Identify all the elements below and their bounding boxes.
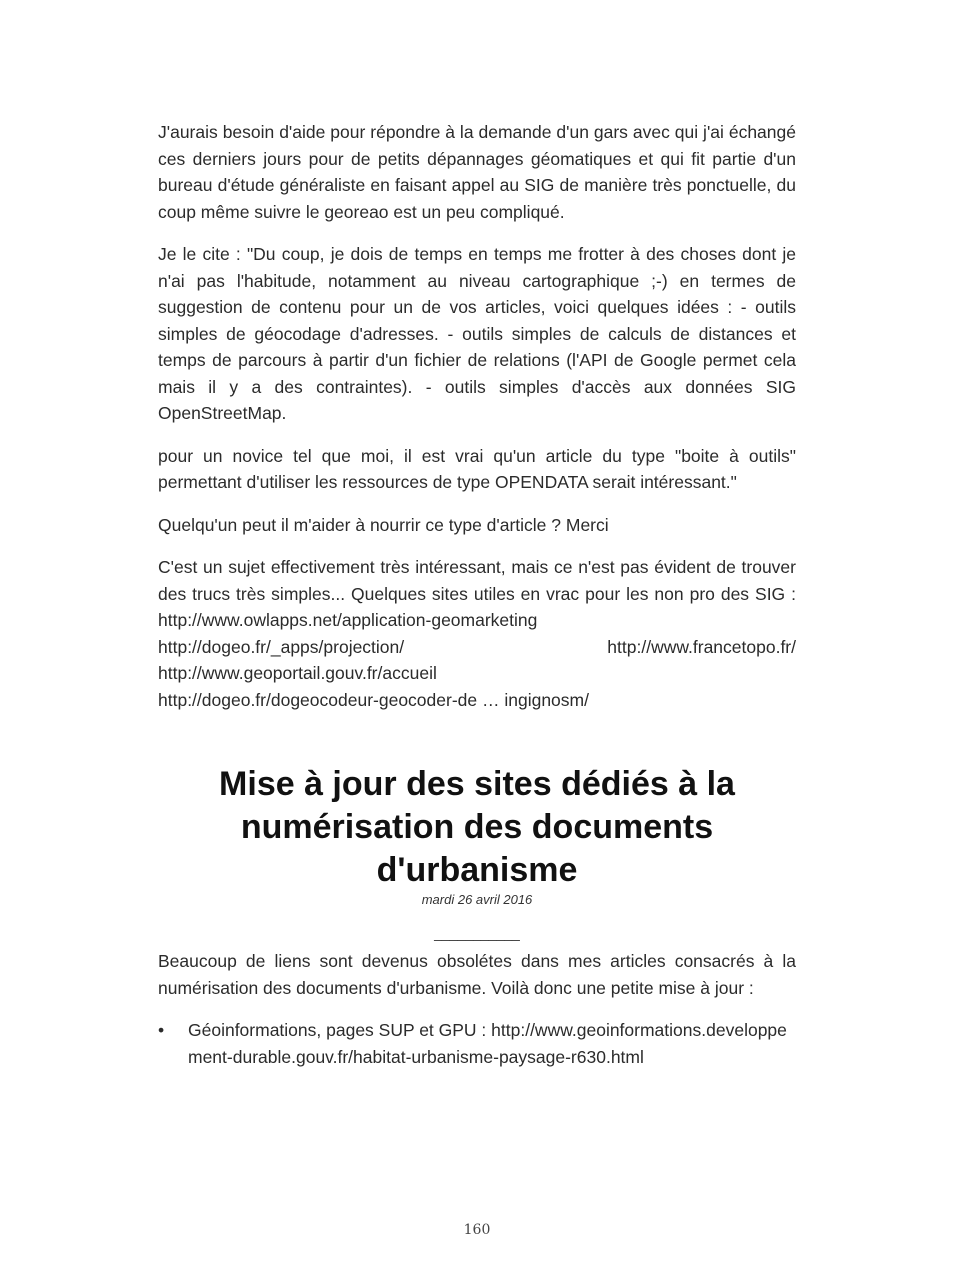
link-geocodeur[interactable]: http://dogeo.fr/dogeocodeur-geocoder-de … ingignosm/	[158, 689, 589, 710]
reply-intro: C'est un sujet effectivement très intéressant, mais ce n'est pas évident de trouver des trucs très simples... Quelques sites utiles en vrac pour les non pro des SIG :	[158, 557, 796, 604]
reply-paragraph	[158, 554, 796, 634]
paragraph: pour un novice tel que moi, il est vrai qu'un article du type "boite à outils" permettant d'utiliser les ressources de type OPENDATA serait intéressant."	[158, 445, 796, 492]
article-intro: Beaucoup de liens sont devenus obsolétes dans mes articles consacrés à la numérisation des documents d'urbanisme. Voilà donc une petite mise à jour :	[158, 951, 796, 998]
list-item	[158, 1017, 796, 1070]
bullet-icon: •	[158, 1020, 165, 1040]
bullet-list	[158, 1017, 796, 1070]
separator-line: ___________	[434, 925, 520, 941]
link-francetopo[interactable]: http://www.francetopo.fr/	[607, 636, 796, 657]
page-content	[158, 119, 796, 1070]
article-title: Mise à jour des sites dédiés à la numérisation des documents d'urbanisme	[219, 765, 735, 889]
article-date: mardi 26 avril 2016	[421, 892, 533, 907]
link-row	[158, 634, 796, 661]
page-number: 160	[463, 1222, 491, 1238]
paragraph: Je le cite : "Du coup, je dois de temps en temps me frotter à des choses dont je n'ai pas l'habitude, notamment au niveau cartographique ;-) en termes de suggestion de contenu pour un de vos articles, voici quelques idées : - outils simples de géocodage d'adresses. - outils simples de calculs de distances et temps de parcours à partir d'un fichier de relations (l'API de Google permet cela mais il y a des contraintes). - outils simples d'accès aux données SIG OpenStreetMap.	[158, 244, 796, 423]
list-item-text[interactable]: Géoinformations, pages SUP et GPU : http://www.geoinformations.developpement-durable.gouv.fr/habitat-urbanisme-paysage-r630.html	[188, 1020, 787, 1067]
paragraph: Quelqu'un peut il m'aider à nourrir ce type d'article ? Merci	[158, 514, 609, 535]
link-projection[interactable]: http://dogeo.fr/_apps/projection/	[158, 636, 405, 657]
link-owlapps[interactable]: http://www.owlapps.net/application-geomarketing	[158, 610, 538, 630]
paragraph: J'aurais besoin d'aide pour répondre à la demande d'un gars avec qui j'ai échangé ces derniers jours pour de petits dépannages géomatiques et qui fit partie d'un bureau d'étude généraliste en faisant appel au SIG de manière très ponctuelle, du coup même suivre le georeao est un peu compliqué.	[158, 122, 796, 222]
link-geoportail[interactable]: http://www.geoportail.gouv.fr/accueil	[158, 663, 437, 683]
